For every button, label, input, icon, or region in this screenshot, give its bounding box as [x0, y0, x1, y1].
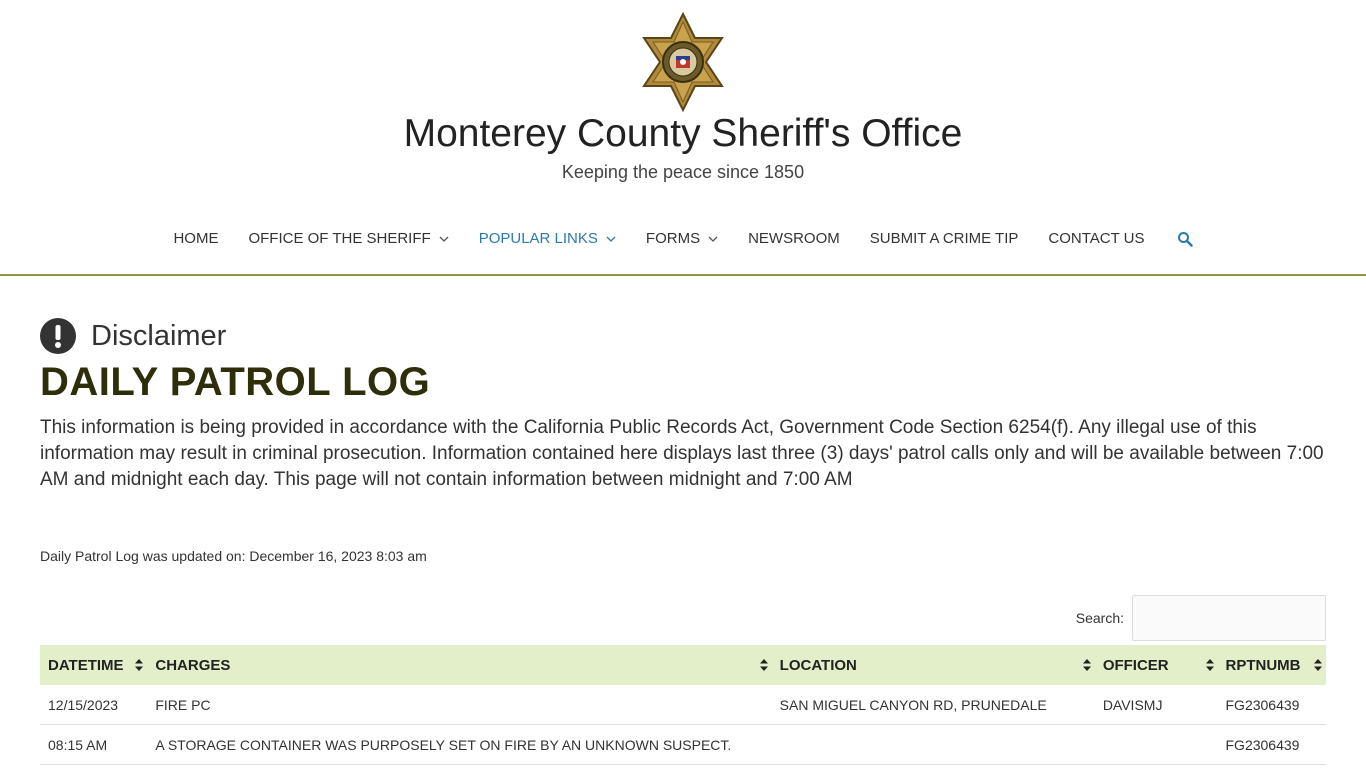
- nav-item-newsroom[interactable]: [748, 230, 840, 247]
- sort-icon: [1206, 659, 1214, 671]
- nav-item-office-of-the-sheriff[interactable]: [248, 230, 448, 247]
- table-cell-location: [772, 725, 1095, 765]
- nav-item-label: NEWSROOM: [748, 230, 840, 247]
- patrol-log-table: [40, 645, 1326, 765]
- chevron-down-icon: [708, 235, 718, 243]
- nav-item-label: FORMS: [645, 230, 701, 247]
- table-cell-rptnumb: FG2306439: [1218, 725, 1327, 765]
- sort-icon: [760, 659, 768, 671]
- disclaimer-heading: [40, 318, 226, 354]
- nav-item-label: CONTACT US: [1048, 230, 1145, 247]
- column-header-location[interactable]: [772, 645, 1095, 685]
- column-header-label: OFFICER: [1102, 656, 1169, 674]
- table-cell-rptnumb: FG2306439: [1218, 685, 1327, 725]
- nav-item-submit-a-crime-tip[interactable]: [870, 230, 1019, 247]
- column-header-label: DATETIME: [48, 656, 124, 674]
- column-header-datetime[interactable]: [40, 645, 147, 685]
- column-header-charges[interactable]: [147, 645, 771, 685]
- site-tagline: Keeping the peace since 1850: [561, 162, 805, 182]
- site-title[interactable]: Monterey County Sheriff's Office: [403, 112, 963, 155]
- column-header-officer[interactable]: [1095, 645, 1218, 685]
- disclaimer-label: Disclaimer: [91, 319, 227, 352]
- nav-item-label: POPULAR LINKS: [478, 230, 598, 247]
- table-row: [40, 685, 1326, 725]
- table-cell-datetime: 12/15/2023: [40, 685, 147, 725]
- column-header-label: CHARGES: [155, 656, 231, 674]
- table-row: [40, 725, 1326, 765]
- sort-icon: [1083, 659, 1091, 671]
- table-cell-officer: DAVISMJ: [1095, 685, 1218, 725]
- table-cell-charges: A STORAGE CONTAINER WAS PURPOSELY SET ON FIRE BY AN UNKNOWN SUSPECT.: [147, 725, 771, 765]
- table-cell-charges: FIRE PC: [147, 685, 771, 725]
- table-cell-datetime: 08:15 AM: [40, 725, 147, 765]
- table-body: [40, 685, 1326, 765]
- nav-item-label: OFFICE OF THE SHERIFF: [248, 230, 431, 247]
- table-search-input[interactable]: [1132, 595, 1326, 641]
- nav-item-home[interactable]: [173, 230, 218, 247]
- chevron-down-icon: [439, 235, 449, 243]
- table-header-row: [40, 645, 1326, 685]
- nav-item-label: SUBMIT A CRIME TIP: [869, 230, 1019, 247]
- table-cell-location: SAN MIGUEL CANYON RD, PRUNEDALE: [772, 685, 1095, 725]
- sheriff-star-badge-logo[interactable]: [638, 12, 728, 112]
- last-updated-text: Daily Patrol Log was updated on: December 16, 2023 8:03 am: [40, 548, 427, 564]
- table-search: [1076, 595, 1326, 641]
- column-header-label: RPTNUMB: [1225, 656, 1301, 674]
- column-header-rptnumb[interactable]: [1218, 645, 1327, 685]
- column-header-label: LOCATION: [779, 656, 857, 674]
- intro-paragraph: This information is being provided in accordance with the California Public Records Act, Government Code Section 6254(f). Any illegal use of this information may result in criminal prosecution. Information contained here displays last three (3) days' patrol calls only and will be available between 7:00 AM and midnight each day. This page will not contain information between midnight and 7:00 AM: [40, 417, 1324, 490]
- nav-item-contact-us[interactable]: [1048, 230, 1144, 247]
- site-header: [0, 0, 1366, 276]
- nav-item-popular-links[interactable]: [479, 230, 616, 247]
- nav-item-forms[interactable]: [646, 230, 718, 247]
- exclamation-circle-icon: [40, 318, 76, 354]
- table-search-label: Search:: [1075, 610, 1124, 626]
- sort-icon: [1314, 659, 1322, 671]
- chevron-down-icon: [606, 235, 616, 243]
- nav-item-label: HOME: [173, 230, 219, 247]
- sort-icon: [135, 659, 143, 671]
- search-icon[interactable]: [1177, 231, 1193, 247]
- table-cell-officer: [1095, 725, 1218, 765]
- main-navigation: [0, 230, 1366, 247]
- page-title: DAILY PATROL LOG: [40, 360, 431, 404]
